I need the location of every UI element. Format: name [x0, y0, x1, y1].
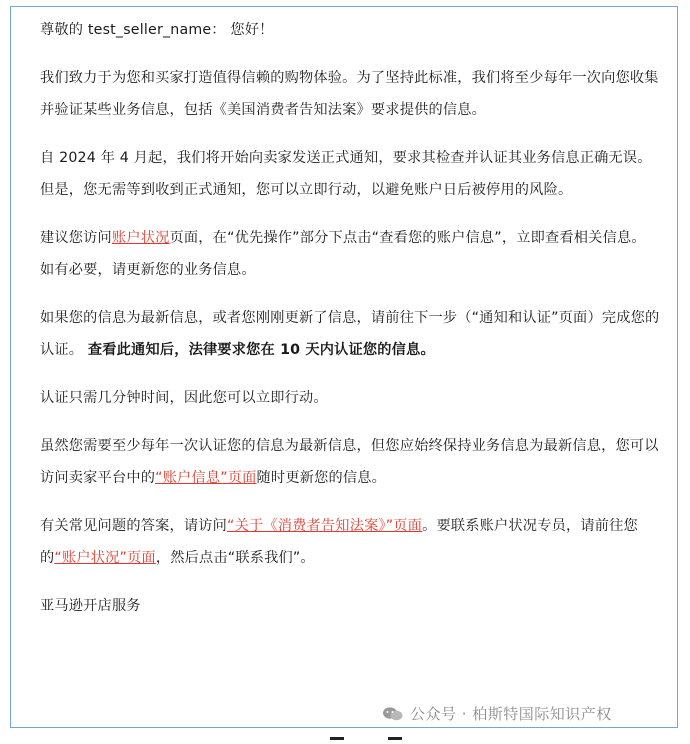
- paragraph-purpose: 我们致力于为您和买家打造值得信赖的购物体验。为了坚持此标准，我们将至少每年一次向您收集并验证某些业务信息，包括《美国消费者告知法案》要求提供的信息。: [40, 70, 659, 118]
- greeting: 尊敬的 test_seller_name： 您好！: [40, 22, 274, 38]
- consumer-act-page-link[interactable]: “关于《消费者告知法案》”页面: [227, 518, 423, 534]
- text-segment: 建议您访问: [40, 230, 112, 246]
- text-segment: 有关常见问题的答案，请访问: [40, 518, 228, 534]
- text-segment: 。要联系账户状况专员，请前往您的: [40, 518, 638, 566]
- paragraph-notice-date: 自 2024 年 4 月起，我们将开始向卖家发送正式通知，要求其检查并认证其业务信息正确无误。但是，您无需等到收到正式通知，您可以立即行动，以避免账户日后被停用的风险。: [40, 150, 652, 198]
- wechat-icon: [382, 706, 404, 722]
- account-status-page-link[interactable]: “账户状况”页面: [54, 550, 156, 566]
- paragraph-faq: [40, 510, 660, 574]
- legal-requirement-text: 查看此通知后，法律要求您在 10 天内认证您的信息。: [87, 342, 435, 358]
- paragraph-annual: [40, 430, 660, 494]
- text-segment: ，然后点击“联系我们”。: [155, 550, 315, 566]
- watermark-text: 公众号 · 柏斯特国际知识产权: [410, 705, 612, 723]
- paragraph-account-status: [40, 222, 660, 286]
- watermark: [382, 703, 612, 724]
- text-segment: 页面，在“优先操作”部分下点击“查看您的账户信息”，立即查看相关信息。如有必要，请更新您的业务信息。: [40, 230, 646, 278]
- signature: 亚马逊开店服务: [40, 598, 141, 614]
- account-info-link[interactable]: “账户信息”页面: [155, 470, 257, 486]
- paragraph-next-step: [40, 302, 660, 366]
- text-segment: 虽然您需要至少每年一次认证您的信息为最新信息，但您应始终保持业务信息为最新信息，您可以访问卖家平台中的: [40, 438, 659, 486]
- text-segment: 如果您的信息为最新信息，或者您刚刚更新了信息，请前往下一步（“通知和认证”页面）完成您的认证。: [40, 310, 660, 358]
- letter-body: [40, 14, 660, 622]
- paragraph-quick: 认证只需几分钟时间，因此您可以立即行动。: [40, 390, 328, 406]
- text-segment: 随时更新您的信息。: [256, 470, 387, 486]
- account-status-link[interactable]: 账户状况: [111, 230, 170, 246]
